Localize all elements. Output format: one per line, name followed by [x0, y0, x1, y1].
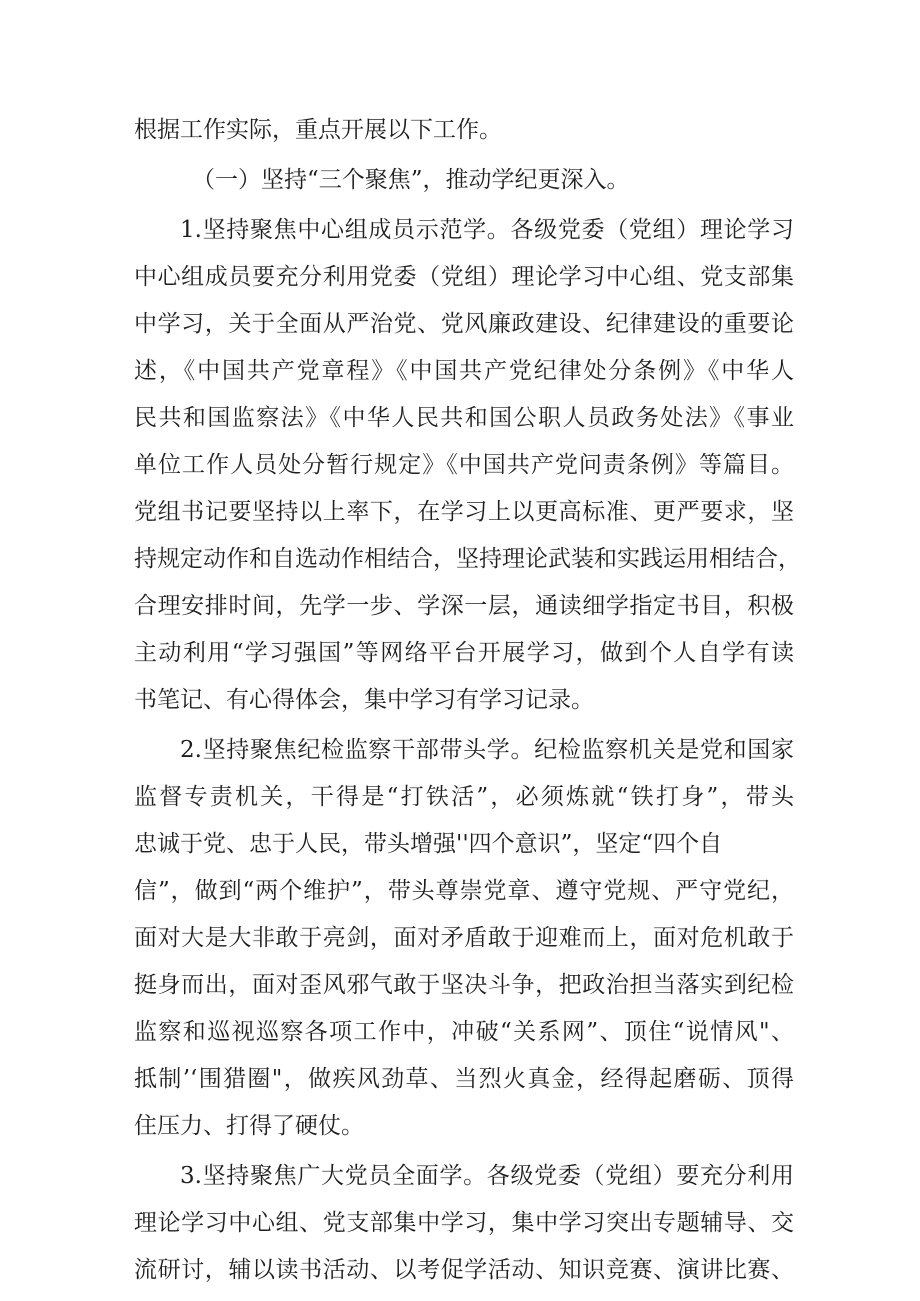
text-line-24: 理论学习中心组、党支部集中学习，集中学习突出专题辅导、交 — [134, 1210, 794, 1236]
text-line-16: 忠诚于党、忠于人民，带头增强''四个意识”，坚定“四个自 — [134, 831, 723, 857]
text-line-1: 根据工作实际，重点开展以下工作。 — [134, 117, 502, 143]
text-line-8: 单位工作人员处分暂行规定》《中国共产党问责条例》等篇目。 — [134, 452, 794, 478]
section-heading: （一）坚持“三个聚焦”，推动学纪更深入。 — [192, 167, 630, 193]
text-line-6: 述，《中国共产党章程》《中国共产党纪律处分条例》《中华人 — [134, 358, 794, 384]
text-line-21: 抵制’‘围猎圈"，做疾风劲草、当烈火真金，经得起磨砺、顶得 — [134, 1066, 794, 1092]
text-line-7: 民共和国监察法》《中华人民共和国公职人员政务处法》《事业 — [134, 405, 794, 431]
text-line-12: 主动利用“学习强国”等网络平台开展学习，做到个人自学有读 — [134, 640, 794, 666]
text-line-20: 监察和巡视巡察各项工作中，冲破“关系网”、顶住“说情风"、 — [134, 1019, 794, 1045]
text-line-25: 流研讨，辅以读书活动、以考促学活动、知识竞赛、演讲比赛、 — [134, 1257, 794, 1283]
text-line-17: 信”，做到“两个维护”，带头尊崇党章、遵守党规、严守党纪， — [134, 878, 794, 904]
text-line-15: 监督专责机关，干得是“打铁活”，必须炼就“铁打身”，带头 — [134, 784, 794, 810]
text-line-19: 挺身而出，面对歪风邪气敢于坚决斗争，把政治担当落实到纪检 — [134, 972, 794, 998]
text-line-5: 中学习，关于全面从严治党、党风廉政建设、纪律建设的重要论 — [134, 311, 794, 337]
text-line-10: 持规定动作和自选动作相结合，坚持理论武装和实践运用相结合， — [134, 546, 801, 572]
item-3-first-line: 3.坚持聚焦广大党员全面学。各级党委（党组）要充分利用 — [180, 1163, 794, 1189]
text-line-11: 合理安排时间，先学一步、学深一层，通读细学指定书目，积极 — [134, 593, 794, 619]
text-line-13: 书笔记、有心得体会，集中学习有学习记录。 — [134, 687, 594, 713]
item-1-first-line: 1.坚持聚焦中心组成员示范学。各级党委（党组）理论学习 — [180, 217, 794, 243]
text-line-18: 面对大是大非敢于亮剑，面对矛盾敢于迎难而上，面对危机敢于 — [134, 925, 794, 951]
text-line-22: 住压力、打得了硬仗。 — [134, 1113, 364, 1139]
text-line-4: 中心组成员要充分利用党委（党组）理论学习中心组、党支部集 — [134, 264, 794, 290]
text-line-9: 党组书记要坚持以上率下，在学习上以更高标准、更严要求，坚 — [134, 499, 794, 525]
item-2-first-line: 2.坚持聚焦纪检监察干部带头学。纪检监察机关是党和国家 — [180, 737, 794, 763]
